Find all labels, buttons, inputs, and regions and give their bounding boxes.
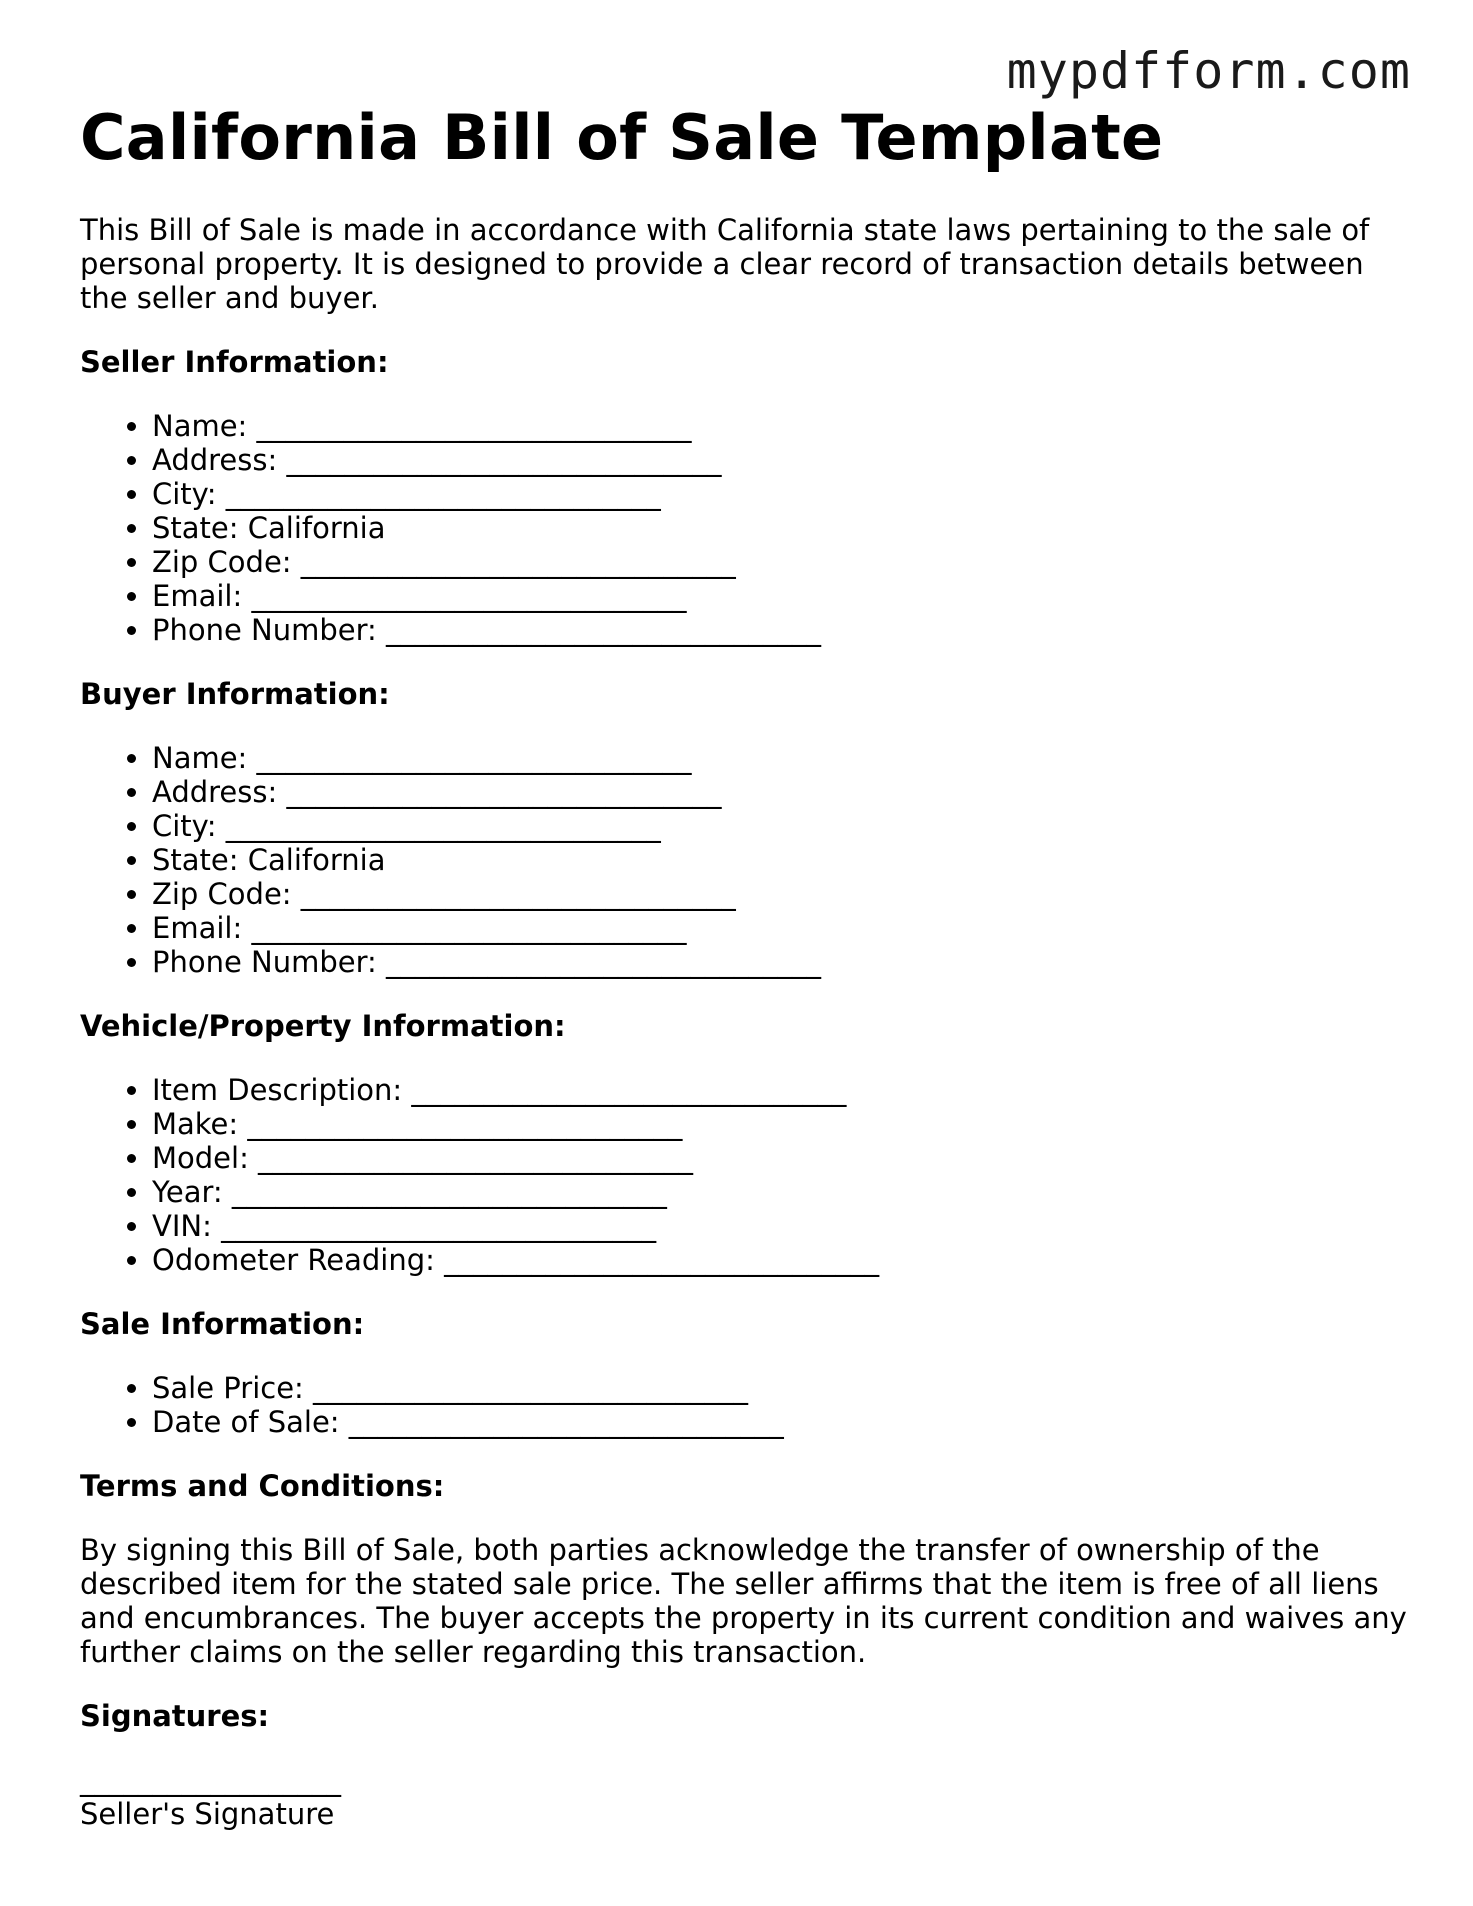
seller-fields-list: [80, 409, 1410, 647]
property-section-heading: Vehicle/Property Information:: [80, 1009, 566, 1044]
date-of-sale-field: • Date of Sale: ______________________________: [152, 1405, 1410, 1439]
year-field: • Year: ______________________________: [152, 1175, 1410, 1209]
odometer-field: • Odometer Reading: ______________________________: [152, 1243, 1410, 1277]
buyer-address-field: • Address: ______________________________: [152, 775, 1410, 809]
buyer-fields-list: [80, 741, 1410, 979]
sale-fields-list: [80, 1371, 1410, 1439]
buyer-email-field: • Email: ______________________________: [152, 911, 1410, 945]
intro-paragraph: This Bill of Sale is made in accordance with California state laws pertaining to the sale of personal property. It is designed to provide a clear record of transaction details between the seller and buyer.: [80, 213, 1370, 316]
seller-phone-field: • Phone Number: ______________________________: [152, 613, 1410, 647]
buyer-zip-field: • Zip Code: ______________________________: [152, 877, 1410, 911]
buyer-state-field: • State: California: [152, 843, 1410, 877]
make-field: • Make: ______________________________: [152, 1107, 1410, 1141]
seller-name-field: • Name: ______________________________: [152, 409, 1410, 443]
buyer-section-heading: Buyer Information:: [80, 677, 390, 712]
buyer-name-field: • Name: ______________________________: [152, 741, 1410, 775]
terms-section-heading: Terms and Conditions:: [80, 1469, 445, 1504]
item-description-field: • Item Description: ______________________________: [152, 1073, 1410, 1107]
seller-signature-line: __________________: [80, 1763, 341, 1798]
buyer-city-field: • City: ______________________________: [152, 809, 1410, 843]
vin-field: • VIN: ______________________________: [152, 1209, 1410, 1243]
seller-signature-label: Seller's Signature: [80, 1797, 335, 1832]
seller-email-field: • Email: ______________________________: [152, 579, 1410, 613]
sale-section-heading: Sale Information:: [80, 1307, 365, 1342]
seller-city-field: • City: ______________________________: [152, 477, 1410, 511]
document-page: [80, 102, 1410, 1831]
terms-paragraph: By signing this Bill of Sale, both parties acknowledge the transfer of ownership of the described item for the stated sale price. The seller affirms that the item is free of all liens and encumbrances. The buyer accepts the property in its current condition and waives any further claims on the seller regarding this transaction.: [80, 1533, 1407, 1670]
model-field: • Model: ______________________________: [152, 1141, 1410, 1175]
seller-zip-field: • Zip Code: ______________________________: [152, 545, 1410, 579]
document-title: California Bill of Sale Template: [80, 101, 1164, 174]
sale-price-field: • Sale Price: ______________________________: [152, 1371, 1410, 1405]
seller-signature-block: [80, 1763, 1410, 1831]
signatures-section-heading: Signatures:: [80, 1699, 270, 1734]
buyer-phone-field: • Phone Number: ______________________________: [152, 945, 1410, 979]
watermark: mypdfform.com: [1006, 42, 1411, 100]
property-fields-list: [80, 1073, 1410, 1277]
seller-address-field: • Address: ______________________________: [152, 443, 1410, 477]
seller-state-field: • State: California: [152, 511, 1410, 545]
seller-section-heading: Seller Information:: [80, 345, 389, 380]
